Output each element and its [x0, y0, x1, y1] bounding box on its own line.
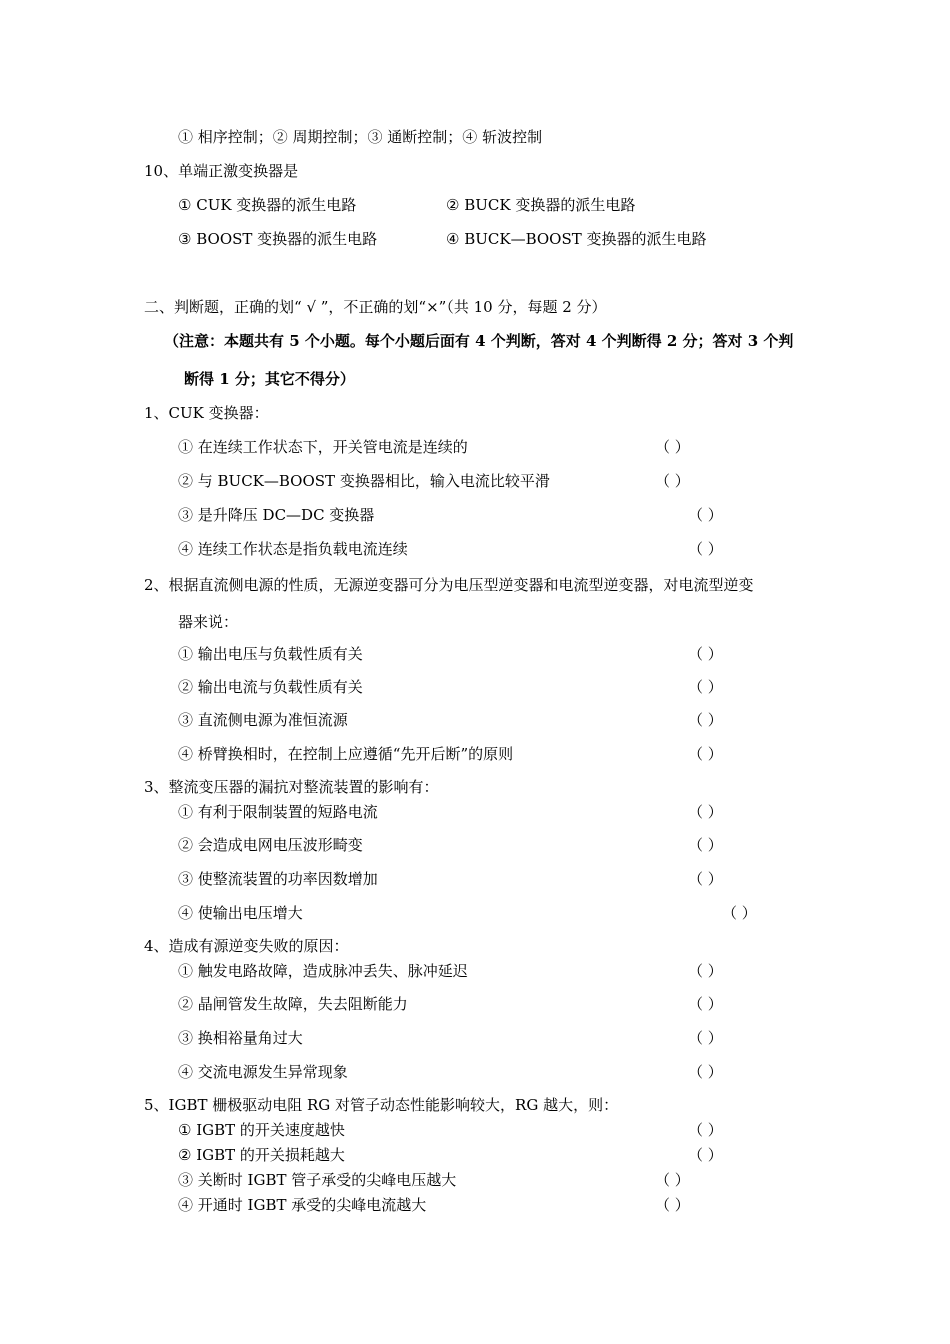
j2-item-3: ③ 直流侧电源为准恒流源	[178, 711, 348, 729]
j2-stem-line2: 器来说：	[178, 613, 239, 631]
q10-option-2: ② BUCK 变换器的派生电路	[446, 196, 636, 214]
q10-option-1: ① CUK 变换器的派生电路	[178, 196, 357, 214]
j5-item-2: ② IGBT 的开关损耗越大	[178, 1146, 345, 1164]
j4-item-4: ④ 交流电源发生异常现象	[178, 1063, 348, 1081]
j2-item-2: ② 输出电流与负载性质有关	[178, 678, 363, 696]
answer-blank[interactable]: （ ）	[688, 1063, 723, 1081]
j5-stem: 5、IGBT 栅极驱动电阻 RG 对管子动态性能影响较大，RG 越大，则：	[144, 1096, 619, 1114]
j1-item-2: ② 与 BUCK—BOOST 变换器相比，输入电流比较平滑	[178, 472, 550, 490]
answer-blank[interactable]: （ ）	[688, 870, 723, 888]
answer-blank[interactable]: （ ）	[688, 1121, 723, 1139]
j3-item-1: ① 有利于限制装置的短路电流	[178, 803, 378, 821]
j3-item-3: ③ 使整流装置的功率因数增加	[178, 870, 378, 888]
answer-blank[interactable]: （ ）	[688, 711, 723, 729]
j1-item-1: ① 在连续工作状态下，开关管电流是连续的	[178, 438, 468, 456]
answer-blank[interactable]: （ ）	[688, 645, 723, 663]
j2-item-1: ① 输出电压与负载性质有关	[178, 645, 363, 663]
j4-item-1: ① 触发电路故障，造成脉冲丢失、脉冲延迟	[178, 962, 468, 980]
j1-stem: 1、CUK 变换器：	[144, 404, 269, 422]
j5-item-3: ③ 关断时 IGBT 管子承受的尖峰电压越大	[178, 1171, 457, 1189]
q10-option-3: ③ BOOST 变换器的派生电路	[178, 230, 378, 248]
j4-item-3: ③ 换相裕量角过大	[178, 1029, 303, 1047]
j4-stem: 4、造成有源逆变失败的原因：	[144, 937, 349, 955]
answer-blank[interactable]: （ ）	[655, 1196, 690, 1214]
answer-blank[interactable]: （ ）	[688, 1146, 723, 1164]
answer-blank[interactable]: （ ）	[688, 506, 723, 524]
answer-blank[interactable]: （ ）	[688, 1029, 723, 1047]
j3-stem: 3、整流变压器的漏抗对整流装置的影响有：	[144, 778, 439, 796]
j3-item-2: ② 会造成电网电压波形畸变	[178, 836, 363, 854]
section2-title: 二、判断题，正确的划“ √ ”，不正确的划“×”（共 10 分，每题 2 分）	[144, 298, 607, 316]
answer-blank[interactable]: （ ）	[688, 678, 723, 696]
j5-item-4: ④ 开通时 IGBT 承受的尖峰电流越大	[178, 1196, 427, 1214]
q9-options: ① 相序控制；② 周期控制；③ 通断控制；④ 斩波控制	[178, 128, 543, 146]
answer-blank[interactable]: （ ）	[688, 540, 723, 558]
answer-blank[interactable]: （ ）	[688, 745, 723, 763]
j1-item-4: ④ 连续工作状态是指负载电流连续	[178, 540, 408, 558]
answer-blank[interactable]: （ ）	[722, 904, 757, 922]
j2-stem-line1: 2、根据直流侧电源的性质，无源逆变器可分为电压型逆变器和电流型逆变器，对电流型逆变	[144, 576, 754, 594]
answer-blank[interactable]: （ ）	[655, 1171, 690, 1189]
j5-item-1: ① IGBT 的开关速度越快	[178, 1121, 345, 1139]
answer-blank[interactable]: （ ）	[688, 962, 723, 980]
answer-blank[interactable]: （ ）	[655, 472, 690, 490]
j4-item-2: ② 晶闸管发生故障，失去阻断能力	[178, 995, 408, 1013]
q10-stem: 10、单端正激变换器是	[144, 162, 299, 180]
j2-item-4: ④ 桥臂换相时，在控制上应遵循“先开后断”的原则	[178, 745, 514, 763]
j3-item-4: ④ 使输出电压增大	[178, 904, 303, 922]
answer-blank[interactable]: （ ）	[688, 836, 723, 854]
q10-option-4: ④ BUCK—BOOST 变换器的派生电路	[446, 230, 707, 248]
answer-blank[interactable]: （ ）	[688, 803, 723, 821]
section2-note-line2: 断得 1 分；其它不得分）	[184, 370, 355, 388]
answer-blank[interactable]: （ ）	[655, 438, 690, 456]
answer-blank[interactable]: （ ）	[688, 995, 723, 1013]
section2-note-line1: （注意：本题共有 5 个小题。每个小题后面有 4 个判断，答对 4 个判断得 2 分；答对 3 个判	[164, 332, 794, 350]
j1-item-3: ③ 是升降压 DC—DC 变换器	[178, 506, 375, 524]
